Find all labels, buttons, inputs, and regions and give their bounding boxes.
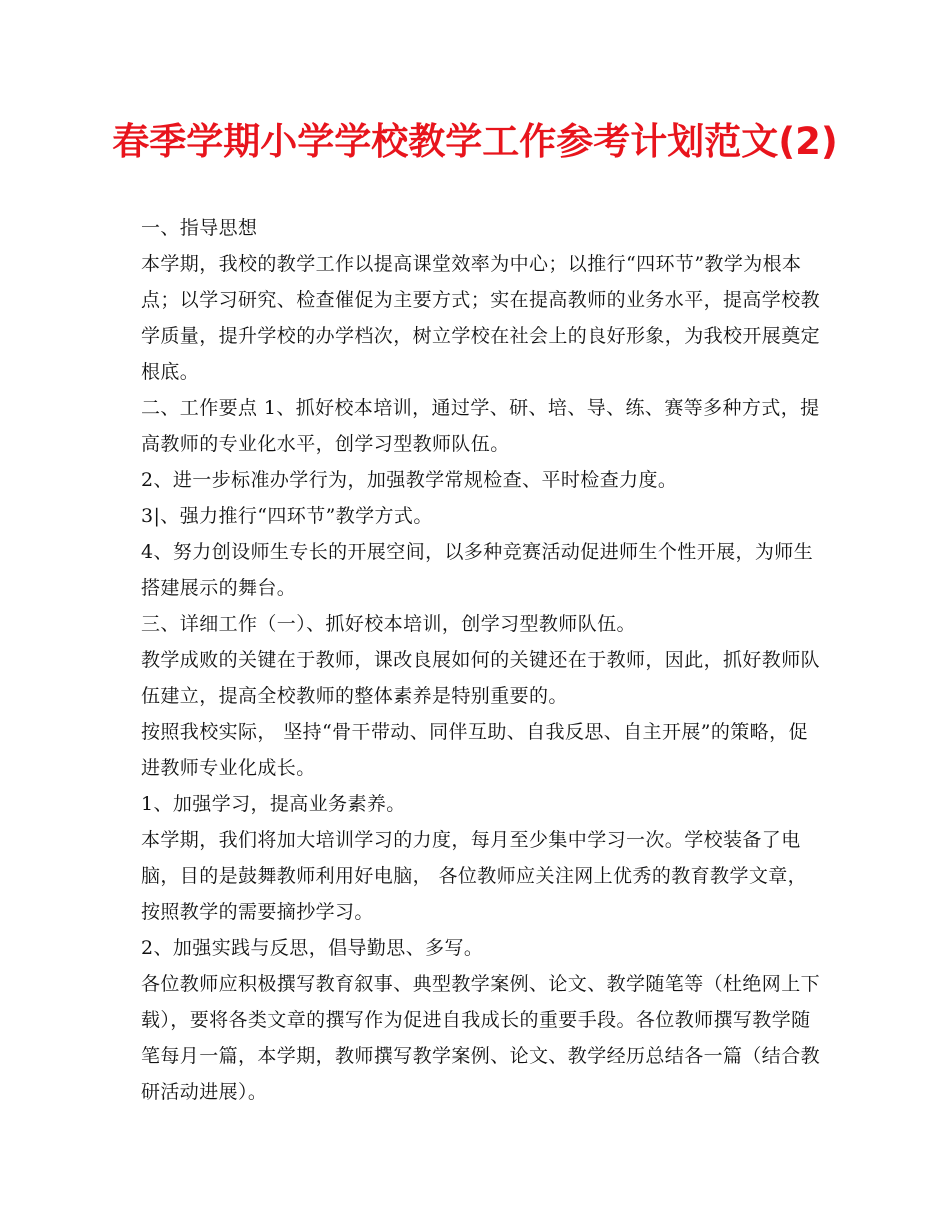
paragraph-writing-requirements: 各位教师应积极撰写教育叙事、典型教学案例、论文、教学随笔等（杜绝网上下载），要将各类文章的撰写作为促进自我成长的重要手段。各位教师撰写教学随笔每月一篇，本学期，教师撰写教学案例、论文、教学经历总结各一篇（结合教研活动进展）。 <box>141 973 821 1103</box>
paragraph-guiding-thought: 本学期，我校的教学工作以提高课堂效率为中心；以推行“四环节”教学为根本点；以学习研究、检查催促为主要方式；实在提高教师的业务水平，提高学校教学质量，提升学校的办学档次，树立学校在社会上的良好形象，为我校开展奠定根底。 <box>141 253 821 383</box>
paragraph-study-details: 本学期，我们将加大培训学习的力度，每月至少集中学习一次。学校装备了电脑，目的是鼓舞教师利用好电脑， 各位教师应关注网上优秀的教育教学文章，按照教学的需要摘抄学习。 <box>141 829 808 923</box>
subheading-practice-reflection: 2、加强实践与反思，倡导勤思、多写。 <box>141 937 484 959</box>
paragraph-work-points-1: 二、工作要点 1、抓好校本培训，通过学、研、培、导、练、赛等多种方式，提高教师的专业化水平，创学习型教师队伍。 <box>141 397 820 455</box>
paragraph-strategy: 按照我校实际， 坚持“骨干带动、同伴互助、自我反思、自主开展”的策略，促进教师专业化成长。 <box>141 721 808 779</box>
document-body <box>141 210 821 1110</box>
paragraph-teacher-key: 教学成败的关键在于教师，课改良展如何的关键还在于教师，因此，抓好教师队伍建立，提高全校教师的整体素养是特别重要的。 <box>141 649 821 707</box>
paragraph-work-points-2: 2、进一步标准办学行为，加强教学常规检查、平时检查力度。 <box>141 469 678 491</box>
document-title: 春季学期小学学校教学工作参考计划范文(2) <box>112 120 838 163</box>
paragraph-work-points-3: 3|、强力推行“四环节”教学方式。 <box>141 505 433 527</box>
section-heading-detailed-work: 三、详细工作（一）、抓好校本培训，创学习型教师队伍。 <box>141 613 636 635</box>
paragraph-work-points-4: 4、努力创设师生专长的开展空间，以多种竞赛活动促进师生个性开展，为师生搭建展示的舞台。 <box>141 541 814 599</box>
subheading-strengthen-study: 1、加强学习，提高业务素养。 <box>141 793 406 815</box>
section-heading-guiding-thought: 一、指导思想 <box>141 217 258 239</box>
